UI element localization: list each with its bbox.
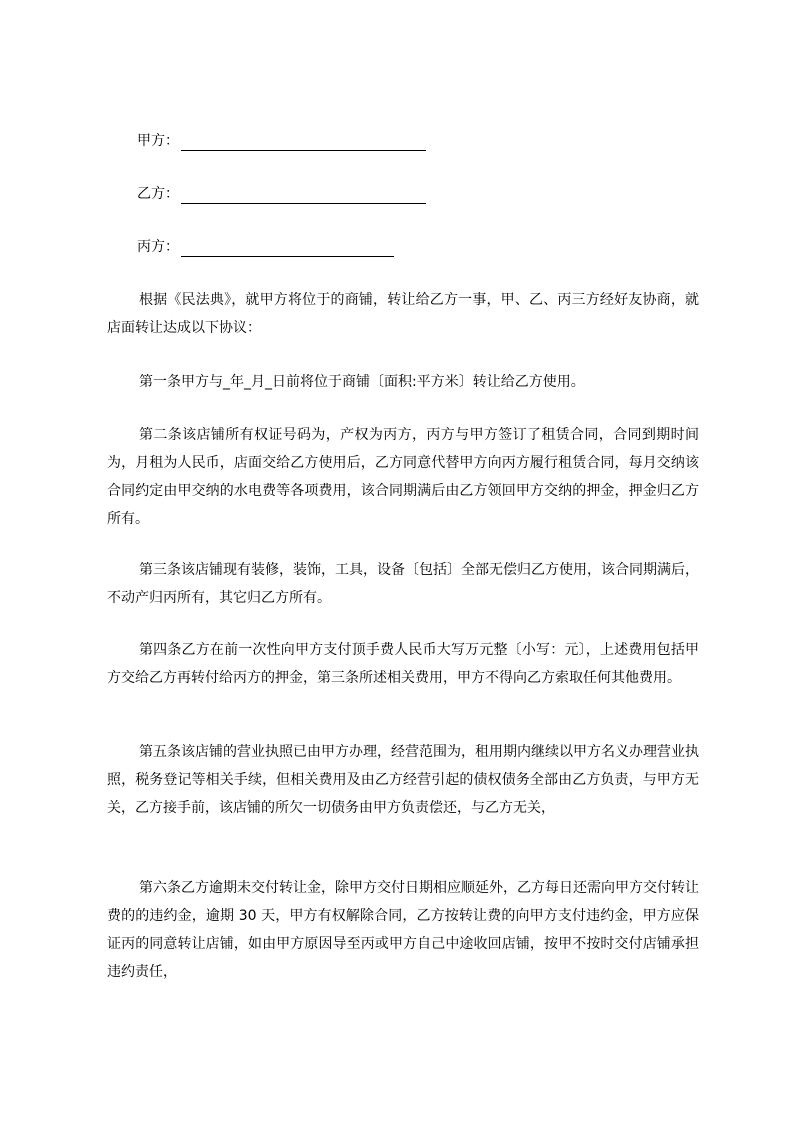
- party-c-label: 丙方：: [137, 239, 179, 255]
- party-a-label: 甲方：: [137, 133, 179, 149]
- article-5: 第五条该店铺的营业执照已由甲方办理，经营范围为，租用期内继续以甲方名义办理营业执照，税务登记等相关手续，但相关费用及由乙方经营引起的债权债务全部由乙方负责，与甲方无关，乙方接手前，该店铺的所欠一切债务由甲方负责偿还，与乙方无关，: [107, 744, 699, 816]
- article-1: 第一条甲方与_年_月_日前将位于商铺〔面积:平方米〕转让给乙方使用。: [139, 374, 585, 390]
- party-b-blank: [181, 189, 426, 204]
- party-b-line: [137, 184, 426, 204]
- article-6: 第六条乙方逾期未交付转让金，除甲方交付日期相应顺延外，乙方每日还需向甲方交付转让费的的违约金，逾期 30 天，甲方有权解除合同，乙方按转让费的向甲方支付违约金，甲方应保证丙的同意转让店铺，如由甲方原因导至丙或甲方自己中途收回店铺，按甲不按时交付店铺承担违约责任，: [107, 880, 699, 980]
- party-a-line: [137, 131, 426, 151]
- party-c-line: [137, 237, 394, 257]
- intro-paragraph: 根据《民法典》，就甲方将位于的商铺，转让给乙方一事，甲、乙、丙三方经好友协商，就店面转让达成以下协议：: [107, 292, 699, 336]
- party-a-blank: [181, 136, 426, 151]
- article-2: 第二条该店铺所有权证号码为，产权为丙方，丙方与甲方签订了租赁合同，合同到期时间为，月租为人民币，店面交给乙方使用后，乙方同意代替甲方向丙方履行租赁合同，每月交纳该合同约定由甲交纳的水电费等各项费用，该合同期满后由乙方领回甲方交纳的押金，押金归乙方所有。: [107, 427, 699, 527]
- party-c-blank: [181, 242, 394, 257]
- article-3: 第三条该店铺现有装修，装饰，工具，设备〔包括〕全部无偿归乙方使用，该合同期满后，不动产归丙所有，其它归乙方所有。: [107, 562, 699, 606]
- party-b-label: 乙方：: [137, 186, 179, 202]
- article-4: 第四条乙方在前一次性向甲方支付顶手费人民币大写万元整〔小写：元〕，上述费用包括甲方交给乙方再转付给丙方的押金，第三条所述相关费用，甲方不得向乙方索取任何其他费用。: [107, 642, 699, 686]
